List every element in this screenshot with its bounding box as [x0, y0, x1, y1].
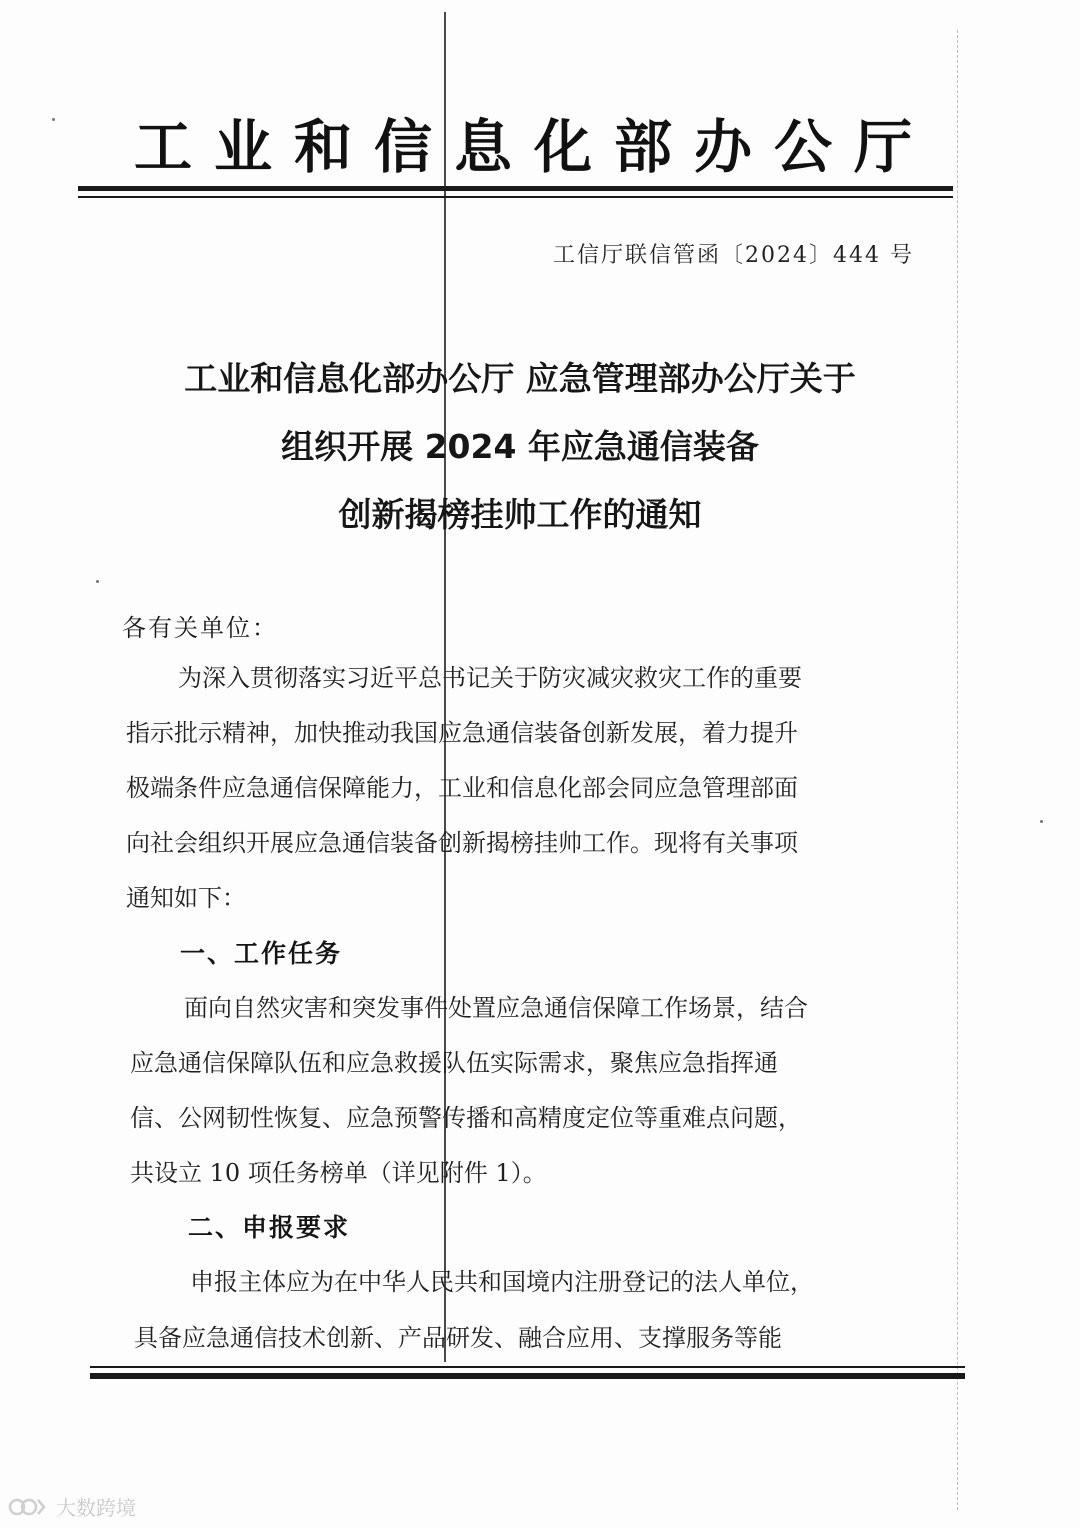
document-heading: [80, 345, 960, 549]
document-number: 工信厅联信管函〔2024〕444 号: [553, 243, 914, 268]
logo-icon: [8, 1496, 50, 1518]
para1-line: 极端条件应急通信保障能力，工业和信息化部会同应急管理部面: [126, 774, 798, 802]
heading-line-2: 组织开展 2024 年应急通信装备: [281, 427, 759, 466]
scan-speck: [52, 118, 55, 121]
section-heading-2: 二、申报要求: [188, 1213, 351, 1242]
para3-line: 具备应急通信技术创新、产品研发、融合应用、支撑服务等能: [134, 1324, 782, 1352]
section-heading-1: 一、工作任务: [180, 939, 343, 968]
watermark-text: 大数跨境: [56, 1496, 136, 1520]
heading-line-3: 创新揭榜挂帅工作的通知: [338, 495, 702, 534]
salutation: 各有关单位：: [122, 614, 278, 642]
watermark: [8, 1492, 136, 1521]
para2-line: 面向自然灾害和突发事件处置应急通信保障工作场景，结合: [184, 994, 808, 1022]
para2-line: 信、公网韧性恢复、应急预警传播和高精度定位等重难点问题，: [130, 1104, 802, 1132]
para2-line: 共设立 10 项任务榜单（详见附件 1）。: [130, 1159, 547, 1187]
para1-line: 为深入贯彻落实习近平总书记关于防灾减灾救灾工作的重要: [178, 664, 802, 692]
scan-speck: [1040, 820, 1043, 823]
footer-double-rule: [90, 1366, 965, 1386]
issuing-office-title: 工业和信息化部办公厅: [134, 113, 935, 181]
header-double-rule: [78, 186, 953, 200]
para1-line: 通知如下：: [126, 884, 246, 912]
para3-line: 申报主体应为在中华人民共和国境内注册登记的法人单位，: [190, 1268, 814, 1296]
heading-line-1: 工业和信息化部办公厅 应急管理部办公厅关于: [184, 359, 856, 398]
para1-line: 向社会组织开展应急通信装备创新揭榜挂帅工作。现将有关事项: [126, 829, 798, 857]
para2-line: 应急通信保障队伍和应急救援队伍实际需求，聚焦应急指挥通: [130, 1049, 778, 1077]
para1-line: 指示批示精神，加快推动我国应急通信装备创新发展，着力提升: [126, 719, 798, 747]
scan-edge-line: [957, 30, 959, 1510]
scan-speck: [96, 580, 99, 583]
